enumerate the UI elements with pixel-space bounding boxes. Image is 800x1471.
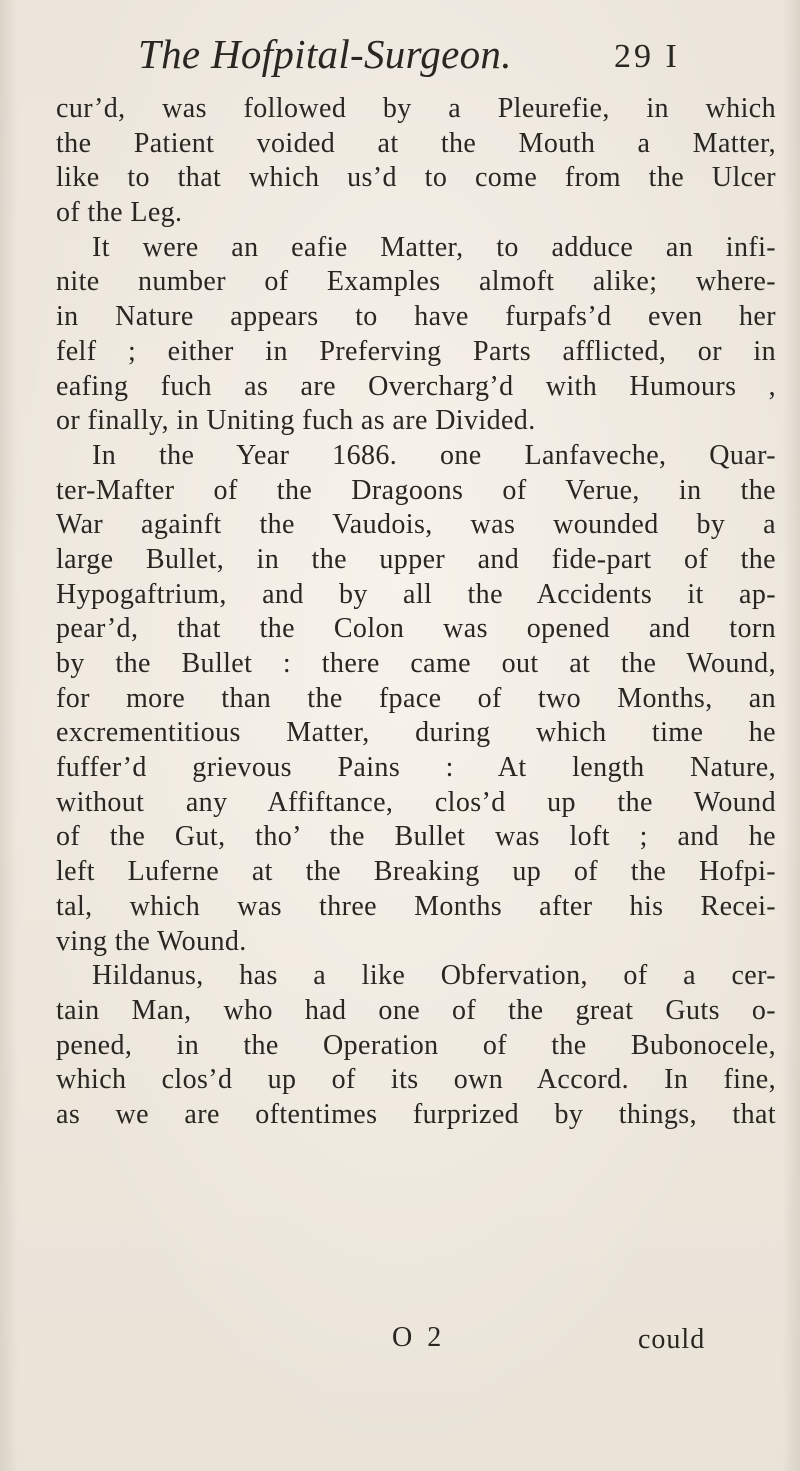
text-line: ving the Wound. xyxy=(56,925,247,957)
text-line: pened, in the Operation of the Bubonocele, xyxy=(56,1029,776,1061)
text-line: fuffer’d grievous Pains : At length Nature, xyxy=(56,752,776,784)
text-line: like to that which us’d to come from the Ulcer xyxy=(56,162,776,194)
text-line: excrementitious Matter, during which time he xyxy=(56,717,776,749)
text-line: ter-Mafter of the Dragoons of Verue, in the xyxy=(56,474,776,506)
text-line: left Luferne at the Breaking up of the Hofpi- xyxy=(56,856,776,888)
text-line: of the Gut, tho’ the Bullet was loft ; and he xyxy=(56,821,776,853)
text-line: pear’d, that the Colon was opened and torn xyxy=(56,613,776,645)
text-line: felf ; either in Preferving Parts afflicted, or in xyxy=(56,335,776,367)
text-line: the Patient voided at the Mouth a Matter, xyxy=(56,127,776,159)
signature-mark: O 2 xyxy=(392,1322,446,1353)
page-header xyxy=(118,28,758,84)
text-line: tal, which was three Months after his Recei- xyxy=(56,890,776,922)
text-line: large Bullet, in the upper and fide-part of the xyxy=(56,543,776,575)
text-line: tain Man, who had one of the great Guts o- xyxy=(56,994,776,1026)
text-line: by the Bullet : there came out at the Wound, xyxy=(56,648,776,679)
text-line: for more than the fpace of two Months, an xyxy=(56,682,776,714)
text-line: War againft the Vaudois, was wounded by a xyxy=(56,509,776,541)
text-line: In the Year 1686. one Lanfaveche, Quar- xyxy=(92,439,776,471)
page-edge-shadow-left xyxy=(0,0,18,1471)
text-line: It were an eafie Matter, to adduce an infi- xyxy=(92,231,776,263)
body-text xyxy=(56,92,776,1133)
text-line: of the Leg. xyxy=(56,197,183,229)
text-line: nite number of Examples almoft alike; where- xyxy=(56,266,776,298)
catchword: could xyxy=(638,1324,706,1355)
text-line: or finally, in Uniting fuch as are Divided. xyxy=(56,405,536,437)
text-line: Hypogaftrium, and by all the Accidents it ap- xyxy=(56,578,776,610)
text-line: without any Affiftance, clos’d up the Wound xyxy=(56,786,776,818)
text-line: cur’d, was followed by a Pleurefie, in which xyxy=(56,93,776,124)
text-line: which clos’d up of its own Accord. In fine, xyxy=(56,1064,776,1096)
page-number: 29 I xyxy=(614,38,680,75)
page-footer xyxy=(0,1322,800,1362)
text-line: eafing fuch as are Overcharg’d with Humours , xyxy=(56,370,776,402)
page-edge-shadow-right xyxy=(782,0,800,1471)
text-line: Hildanus, has a like Obfervation, of a cer- xyxy=(92,960,776,992)
text-line: as we are oftentimes furprized by things, that xyxy=(56,1098,776,1130)
running-title: The Hofpital-Surgeon. xyxy=(138,31,512,77)
text-line: in Nature appears to have furpafs’d even her xyxy=(56,301,776,333)
